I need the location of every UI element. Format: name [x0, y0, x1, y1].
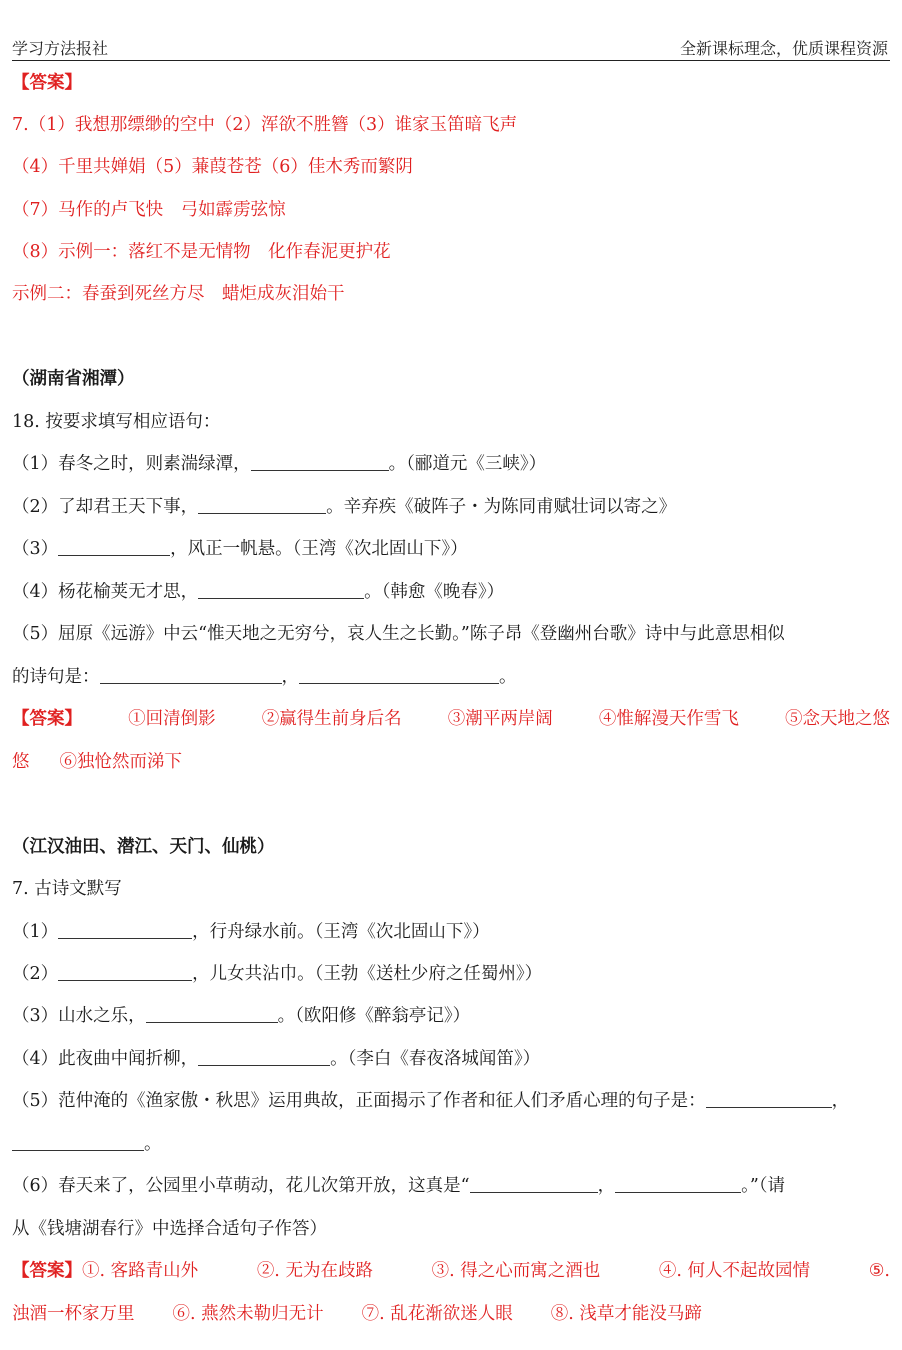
- answer-item: ③潮平两岸阔: [447, 709, 553, 729]
- question-text: （2）了却君王天下事，: [12, 497, 199, 517]
- answer-line: （7）马作的卢飞快 弓如霹雳弦惊: [12, 200, 286, 220]
- question-item: [12, 1173, 890, 1199]
- fill-blank: [615, 1174, 741, 1193]
- answer-item: ④惟解漫天作雪飞: [598, 709, 739, 729]
- answer-item: ⑤念天地之悠: [784, 709, 890, 729]
- answer-row: [12, 706, 890, 732]
- fill-blank: [58, 962, 192, 981]
- question-text: 。（韩愈《晚春》）: [364, 582, 505, 602]
- fill-blank: [706, 1089, 832, 1108]
- question-text: ，: [281, 667, 299, 687]
- page-header: [12, 30, 890, 61]
- answer-item: ②赢得生前身后名: [261, 709, 402, 729]
- question-text: 。”（请: [741, 1176, 786, 1196]
- answer-line: 7.（1）我想那缥缈的空中（2）浑欲不胜簪（3）谁家玉笛暗飞声: [12, 115, 518, 135]
- question-text: ，: [597, 1176, 616, 1196]
- answer-item: ①回清倒影: [128, 709, 216, 729]
- answer-item: 浊酒一杯家万里: [12, 1304, 135, 1324]
- answer-row: [12, 1258, 890, 1284]
- question-title: 18. 按要求填写相应语句：: [12, 412, 221, 432]
- question-text: （5）范仲淹的《渔家傲・秋思》运用典故，正面揭示了作者和征人们矛盾心理的句子是：: [12, 1091, 706, 1111]
- question-text: （3）山水之乐，: [12, 1006, 146, 1026]
- answer-item: ⑥独怆然而涕下: [59, 752, 182, 772]
- question-item: （5）屈原《远游》中云“惟天地之无穷兮，哀人生之长勤。”陈子昂《登幽州台歌》诗中与此意思相似: [12, 624, 785, 644]
- question-text: 。（欧阳修《醉翁亭记》）: [277, 1006, 471, 1026]
- publisher-name: 学习方法报社: [12, 39, 109, 58]
- question-text: ，: [831, 1091, 850, 1111]
- question-text: 的诗句是：: [12, 667, 100, 687]
- answer-tag: 【答案】: [12, 1261, 82, 1281]
- fill-blank: [12, 1132, 144, 1151]
- question-text: 。辛弃疾《破阵子・为陈同甫赋壮词以寄之》: [326, 497, 677, 517]
- answer-item: ⑦. 乱花渐欲迷人眼: [361, 1304, 513, 1324]
- question-item: [12, 579, 890, 605]
- answer-tag: 【答案】: [12, 73, 82, 93]
- fill-blank: [58, 537, 170, 556]
- fill-blank: [470, 1174, 598, 1193]
- header-slogan: 全新课标理念，优质课程资源: [679, 39, 888, 58]
- answer-item: ⑧. 浅草才能没马蹄: [550, 1304, 702, 1324]
- question-text: （1）春冬之时，则素湍绿潭，: [12, 454, 251, 474]
- question-text: （3）: [12, 539, 59, 559]
- question-text: 。: [499, 667, 517, 687]
- question-item: [12, 536, 890, 562]
- question-text: （4）杨花榆荚无才思，: [12, 582, 199, 602]
- question-item: [12, 1088, 890, 1114]
- region-heading: （江汉油田、潜江、天门、仙桃）: [12, 837, 275, 857]
- fill-blank: [198, 580, 364, 599]
- answer-line: （8）示例一：落红不是无情物 化作春泥更护花: [12, 242, 391, 262]
- question-item: [12, 919, 890, 945]
- question-item: [12, 1003, 890, 1029]
- question-text: （6）春天来了，公园里小草萌动，花儿次第开放，这真是“: [12, 1176, 470, 1196]
- fill-blank: [58, 920, 192, 939]
- answer-item: ⑤.: [868, 1261, 890, 1281]
- question-text: （1）: [12, 922, 59, 942]
- answer-row: [12, 749, 890, 775]
- question-item: [12, 1131, 890, 1157]
- question-item: 从《钱塘湖春行》中选择合适句子作答）: [12, 1219, 327, 1239]
- question-text: （2）: [12, 964, 59, 984]
- answer-item: ④. 何人不起故园情: [658, 1261, 811, 1281]
- answer-item: 悠: [12, 752, 30, 772]
- fill-blank: [146, 1004, 278, 1023]
- answer-item: ⑥. 燕然未勒归无计: [172, 1304, 324, 1324]
- fill-blank: [100, 665, 282, 684]
- question-item: [12, 451, 890, 477]
- question-item: [12, 664, 890, 690]
- fill-blank: [251, 452, 389, 471]
- region-heading: （湖南省湘潭）: [12, 369, 135, 389]
- answer-item: ③. 得之心而寓之酒也: [431, 1261, 601, 1281]
- question-text: （4）此夜曲中闻折柳，: [12, 1049, 199, 1069]
- answer-line: 示例二：春蚕到死丝方尽 蜡炬成灰泪始干: [12, 284, 345, 304]
- fill-blank: [198, 1047, 330, 1066]
- answer-line: （4）千里共婵娟（5）蒹葭苍苍（6）佳木秀而繁阴: [12, 157, 413, 177]
- answer-item: ①. 客路青山外: [82, 1261, 199, 1281]
- answer-tag: 【答案】: [12, 709, 82, 729]
- question-text: 。（李白《春夜洛城闻笛》）: [330, 1049, 541, 1069]
- question-item: [12, 961, 890, 987]
- fill-blank: [198, 495, 326, 514]
- question-item: [12, 1046, 890, 1072]
- question-text: ，行舟绿水前。（王湾《次北固山下》）: [192, 922, 490, 942]
- question-text: 。: [144, 1134, 162, 1154]
- question-text: ，儿女共沾巾。（王勃《送杜少府之任蜀州》）: [192, 964, 543, 984]
- answer-row: [12, 1301, 890, 1327]
- answer-item: ②. 无为在歧路: [256, 1261, 373, 1281]
- fill-blank: [299, 665, 499, 684]
- question-title: 7. 古诗文默写: [12, 879, 122, 899]
- question-text: 。（郦道元《三峡》）: [388, 454, 547, 474]
- question-text: ，风正一帆悬。（王湾《次北固山下》）: [170, 539, 468, 559]
- question-item: [12, 494, 890, 520]
